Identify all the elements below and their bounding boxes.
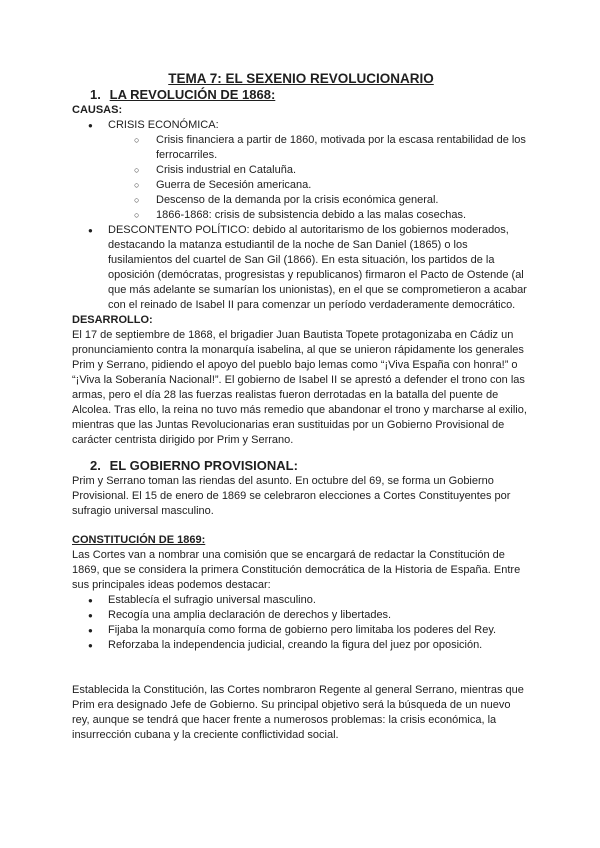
section-2-title: EL GOBIERNO PROVISIONAL:	[109, 458, 298, 473]
economic-crisis-item: ○ Descenso de la demanda por la crisis económica general.	[72, 193, 530, 208]
economic-crisis-item: ○ Crisis industrial en Cataluña.	[72, 163, 530, 178]
provisional-government-text: Prim y Serrano toman las riendas del asunto. En octubre del 69, se forma un Gobierno Provisional. El 15 de enero de 1869 se celebraron elecciones a Cortes Constituyentes por sufragio universal masculino.	[72, 475, 511, 517]
economic-crisis-item: ○ Guerra de Secesión americana.	[72, 178, 530, 193]
constitution-label: CONSTITUCIÓN DE 1869:	[72, 534, 206, 546]
development-text: El 17 de septiembre de 1868, el brigadier Juan Bautista Topete protagonizaba en Cádiz un pronunciamiento contra la monarquía isabelina, al que se unieron rápidamente los generales Prim y Serrano, pidiendo el apoyo del pueblo bajo lemas como “¡Viva España con honra!” o “¡Viva la Soberanía Nacional!”. El gobierno de Isabel II se aprestó a defender el trono con las armas, pero el día 28 las fuerzas realistas fueron derrotadas en la batalla del puente de Alcolea. Tras ello, la reina no tuvo más remedio que abandonar el trono y marcharse al exilio, mientras que las Juntas Revolucionarias eran sustituidas por un Gobierno Provisional de carácter centrista dirigido por Prim y Serrano.	[72, 329, 527, 446]
constitution-item: ● Fijaba la monarquía como forma de gobierno pero limitaba los poderes del Rey.	[72, 623, 530, 638]
causes-label: CAUSAS:	[72, 104, 123, 116]
constitution-text: Las Cortes van a nombrar una comisión que se encargará de redactar la Constitución de 1869, que se considera la primera Constitución democrática de la Historia de España. Entre sus principales ideas podemos destacar:	[72, 549, 521, 591]
cause-political: ● DESCONTENTO POLÍTICO: debido al autoritarismo de los gobiernos moderados, destacando la matanza estudiantil de la noche de San Daniel (1865) o los fusilamientos del cuartel de San Gil (1866). En esta situación, los partidos de la oposición (demócratas, progresistas y republicanos) firmaron el Pacto de Ostende (al que más adelante se sumarían los unionistas), en el que se comprometieron a acabar con el reinado de Isabel II para comenzar un período verdaderamente democrático.	[72, 223, 530, 313]
economic-crisis-item: ○ Crisis financiera a partir de 1860, motivada por la escasa rentabilidad de los ferrocarriles.	[72, 133, 530, 163]
economic-crisis-list	[72, 133, 530, 223]
section-2-heading	[90, 458, 530, 474]
cause-economic-label: CRISIS ECONÓMICA:	[108, 119, 219, 131]
constitution-list	[72, 593, 530, 653]
section-2-number: 2.	[90, 458, 101, 473]
closing-paragraph: Establecida la Constitución, las Cortes nombraron Regente al general Serrano, mientras que Prim era designado Jefe de Gobierno. Su principal objetivo será la búsqueda de un nuevo rey, aunque se tendrá que hacer frente a numerosos problemas: la crisis económica, la insurrección cubana y la creciente conflictividad social.	[72, 684, 524, 741]
constitution-item: ● Reforzaba la independencia judicial, creando la figura del juez por oposición.	[72, 638, 530, 653]
document-title: TEMA 7: EL SEXENIO REVOLUCIONARIO	[168, 71, 434, 86]
document-page	[72, 70, 530, 743]
economic-crisis-item: ○ 1866-1868: crisis de subsistencia debido a las malas cosechas.	[72, 208, 530, 223]
cause-economic	[72, 118, 530, 223]
causes-list	[72, 118, 530, 313]
constitution-item: ● Recogía una amplia declaración de derechos y libertades.	[72, 608, 530, 623]
section-1-number: 1.	[90, 87, 101, 102]
section-1-heading	[90, 87, 530, 103]
development-label: DESARROLLO:	[72, 314, 153, 326]
section-1-title: LA REVOLUCIÓN DE 1868:	[109, 87, 276, 102]
constitution-item: ● Establecía el sufragio universal masculino.	[72, 593, 530, 608]
